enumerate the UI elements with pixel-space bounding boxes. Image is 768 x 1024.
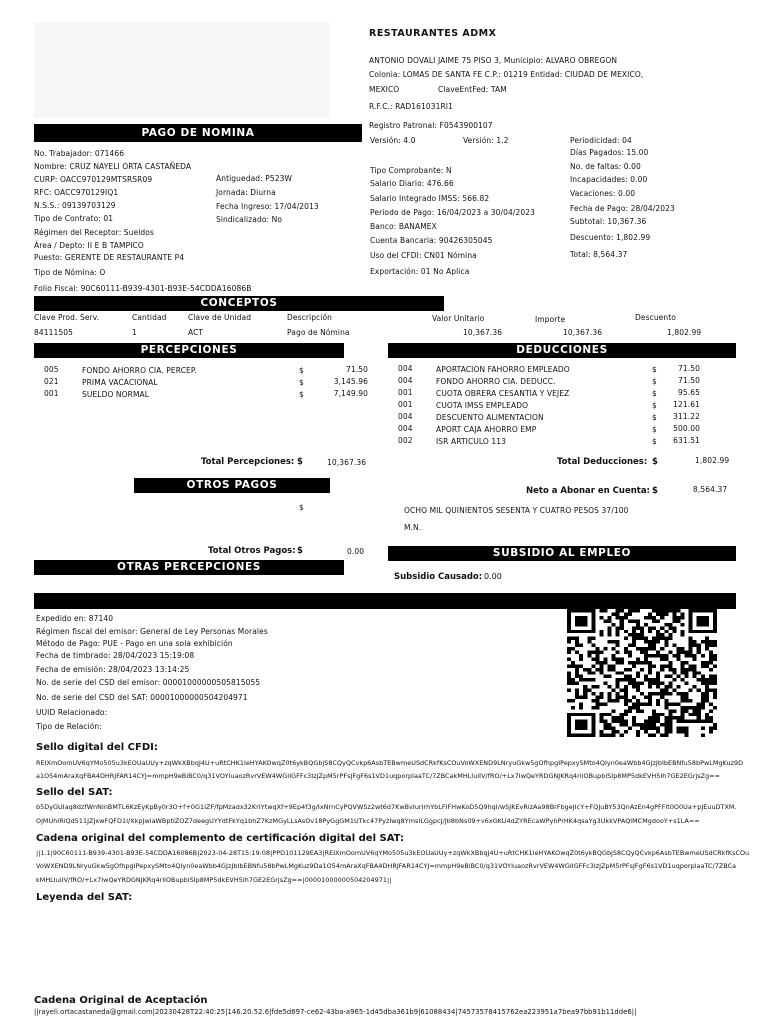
deducciones-title: DEDUCCIONES xyxy=(516,344,608,356)
concepto-cantidad: 1 xyxy=(132,328,137,337)
company-address-2: Colonia: LOMAS DE SANTA FE C.P.: 01219 Entidad: CIUDAD DE MEXICO, xyxy=(369,70,644,79)
cadena-original-line-2: VoWXEND9LNryuGkw5gOfhpgIPepxySMto4QIyn0eaWbb4GJzJbIbEBNfu58bPwLMgKuz9Da1O54mAraXqFBA4DHRJFAR14CYJ=mmpH9eBiBC0/q31VOYIuaozRvrVEW4WGIIGFFc3IzJZpM5rPFsJFgF6s1VD1uqporplaaTC/7ZBCa xyxy=(36,862,737,870)
deduccion-desc: CUOTA IMSS EMPLEADO xyxy=(436,401,529,410)
deduccion-code: 004 xyxy=(398,424,413,433)
otras-percepciones-header xyxy=(34,560,344,575)
uuid-relacionado: UUID Relacionado: xyxy=(36,708,108,717)
tipo-relacion: Tipo de Relación: xyxy=(36,722,102,731)
total-otros-cur: $ xyxy=(297,546,303,556)
cadena-original-line-3: kMHLIuiIV/fRO/+Lx7IwQeYRDGNJKRq4rliOBupbiSIp8MP5dkEVH5Ih7GE2EGrjsZg==|00001000000504204971|| xyxy=(36,876,392,884)
cadena-original-label: Cadena original del complemento de certificación digital del SAT: xyxy=(36,833,404,844)
deduccion-desc: ISR ARTICULO 113 xyxy=(436,437,506,446)
periodicidad: Periodicidad: 04 xyxy=(570,136,632,145)
leyenda-sat-label: Leyenda del SAT: xyxy=(36,892,133,903)
sello-cfdi-line-1: REIXmOomUV6qYMo505u3kEOUaUUy+zqWkXBbqJ4U+uRtCHK1IeHYAKOwqZ0t6ykBQGbjS8CQyQCvkp6AsbTEBwmeUSdCRkfKsCOuVoWXEND9LNryuGkw5gOfhpgIPepxySMto4QIyn0eaWbb4GJzJbIbEBNfu58bPwLMgKuz9D xyxy=(36,759,744,767)
deduccion-amount: 121.61 xyxy=(673,400,700,409)
concepto-valor: 10,367.36 xyxy=(463,328,503,337)
total-percepciones-cur: $ xyxy=(297,457,303,467)
subsidio-header xyxy=(388,546,736,561)
curp: CURP: OACC970129MTSRSR09 xyxy=(34,175,153,184)
sello-cfdi-line-2: a1O54mAraXqFBA4DHRJFAR14CYJ=mmpH9eBiBC0/q31VOYIuaozRvrVEW4WGIIGFFc3IzJZpM5rPFsJFgF6s1VD1uqporplaaTC/7ZBCakMHLIuiIV/fRO/+Lx7IwQeYRDGNJKRq4rliOBupbiSIp8MP5dkEVH5Ih7GE2EGrjsZg== xyxy=(36,772,721,780)
regimen-receptor: Régimen del Receptor: Sueldos xyxy=(34,228,154,237)
expedido-en: Expedido en: 87140 xyxy=(36,614,114,623)
deduccion-desc: APORTACION FAHORRO EMPLEADO xyxy=(436,365,570,374)
tipo-nomina: Tipo de Nómina: O xyxy=(34,268,106,277)
registro-patronal: Registro Patronal: F0543900107 xyxy=(369,121,493,130)
deduccion-amount: 71.50 xyxy=(678,364,700,373)
percepcion-cur: $ xyxy=(299,378,304,387)
company-rfc: R.F.C.: RAD161031RI1 xyxy=(369,102,453,111)
qr-code xyxy=(567,609,717,737)
deduccion-amount: 95.65 xyxy=(678,388,700,397)
company-address-3: MEXICO xyxy=(369,85,400,94)
percepcion-desc: PRIMA VACACIONAL xyxy=(82,378,158,387)
total-otros-label: Total Otros Pagos: xyxy=(208,546,296,556)
percepcion-code: 001 xyxy=(44,389,59,398)
area-depto: Área / Depto: II E B TAMPICO xyxy=(34,241,144,250)
deduccion-amount: 500.00 xyxy=(673,424,700,433)
periodo-pago: Periodo de Pago: 16/04/2023 a 30/04/2023 xyxy=(370,208,535,217)
nombre: Nombre: CRUZ NAYELI ORTA CASTAÑEDA xyxy=(34,162,192,171)
version-nomina: Versión: 1.2 xyxy=(463,136,509,145)
folio-fiscal: Folio Fiscal: 90C60111-B939-4301-B93E-54CDDA16086B xyxy=(34,284,252,293)
cadena-original-line-1: ||1.1|90C60111-B939-4301-B93E-54CDDA16086B|2023-04-28T15:19:08|PPD101129EA3|REIXmOomUV6qYMo505u3kEOUaUUy+zqWkXBbqJ4U+uRtCHK1IeHYAKOwqZ0t6ykBQGbjS8CQyQCvkp6AsbTEBwmeUSdCRkfKsCOu xyxy=(36,849,750,857)
company-address-1: ANTONIO DOVALI JAIME 75 PISO 3, Municipio: ALVARO OBREGON xyxy=(369,56,618,65)
fiscal-divider xyxy=(34,593,736,609)
fecha-emision: Fecha de emisión: 28/04/2023 13:14:25 xyxy=(36,665,190,674)
jornada: Jornada: Diurna xyxy=(216,188,276,197)
deduccion-amount: 631.51 xyxy=(673,436,700,445)
total-deducciones-label: Total Deducciones: xyxy=(557,457,648,467)
otros-pagos-header xyxy=(134,478,330,493)
percepcion-desc: FONDO AHORRO CIA. PERCEP. xyxy=(82,366,197,375)
deduccion-desc: DESCUENTO ALIMENTACION xyxy=(436,413,544,422)
antiguedad: Antiguedad: P523W xyxy=(216,174,293,183)
total-percepciones-value: 10,367.36 xyxy=(327,458,367,467)
company-logo xyxy=(34,22,330,118)
nss: N.S.S.: 09139703129 xyxy=(34,201,116,210)
metodo-pago: Método de Pago: PUE - Pago en una sola exhibición xyxy=(36,639,233,648)
exportacion: Exportación: 01 No Aplica xyxy=(370,267,470,276)
concepto-descripcion: Pago de Nómina xyxy=(287,328,350,337)
descuento: Descuento: 1,802.99 xyxy=(570,233,651,242)
sello-sat-line-2: OjMUhIRiQd511JZJxwFQFD1I/XkpJwlaWBptIZOZ7deegUYYdtFkYq1bhZ7KzMGyLLsAsOv18PyGgGM1UTkc47PyzIwq8YmsILGgpcJ/Jb8bNs09+v6xGKU4dZYREcaWPyhPrHK4qsaYg3UkkVPAQlMCMgdooY+s1LA== xyxy=(36,817,700,825)
col-descripcion: Descripción xyxy=(287,313,332,322)
deduccion-cur: $ xyxy=(652,425,657,434)
percepcion-code: 005 xyxy=(44,365,59,374)
cuenta-bancaria: Cuenta Bancaria: 90426305045 xyxy=(370,236,493,245)
company-name: RESTAURANTES ADMX xyxy=(369,28,497,39)
deduccion-code: 001 xyxy=(398,400,413,409)
fecha-ingreso: Fecha Ingreso: 17/04/2013 xyxy=(216,202,319,211)
no-faltas: No. de faltas: 0.00 xyxy=(570,162,641,171)
deduccion-cur: $ xyxy=(652,389,657,398)
banco: Banco: BANAMEX xyxy=(370,222,437,231)
deduccion-desc: FONDO AHORRO CIA. DEDUCC. xyxy=(436,377,556,386)
company-clave-ent: ClaveEntFed: TAM xyxy=(438,85,507,94)
deduccion-code: 002 xyxy=(398,436,413,445)
no-trabajador: No. Trabajador: 071466 xyxy=(34,149,125,158)
version-cfdi: Versión: 4.0 xyxy=(370,136,416,145)
deduccion-cur: $ xyxy=(652,377,657,386)
total-deducciones-value: 1,802.99 xyxy=(695,456,730,465)
col-cantidad: Cantidad xyxy=(132,313,167,322)
puesto: Puesto: GERENTE DE RESTAURANTE P4 xyxy=(34,253,185,262)
percepcion-desc: SUELDO NORMAL xyxy=(82,390,150,399)
percepcion-cur: $ xyxy=(299,390,304,399)
percepcion-code: 021 xyxy=(44,377,59,386)
sello-sat-label: Sello del SAT: xyxy=(36,787,113,798)
otros-pagos-title: OTROS PAGOS xyxy=(186,479,278,491)
percepcion-amount: 71.50 xyxy=(346,365,368,374)
neto-cur: $ xyxy=(652,486,658,496)
deduccion-cur: $ xyxy=(652,437,657,446)
salario-integrado: Salario Integrado IMSS: 566.82 xyxy=(370,194,490,203)
tipo-comprobante: Tipo Comprobante: N xyxy=(370,166,452,175)
serie-sat: No. de serie del CSD del SAT: 00001000000504204971 xyxy=(36,693,248,702)
col-importe: Importe xyxy=(535,315,566,324)
fecha-pago: Fecha de Pago: 28/04/2023 xyxy=(570,204,675,213)
deduccion-desc: CUOTA OBRERA CESANTIA Y VEJEZ xyxy=(436,389,570,398)
deducciones-header xyxy=(388,343,736,358)
fecha-timbrado: Fecha de timbrado: 28/04/2023 15:19:08 xyxy=(36,651,195,660)
col-clave-unidad: Clave de Unidad xyxy=(188,313,252,322)
regimen-fiscal: Régimen fiscal del emisor: General de Ley Personas Morales xyxy=(36,627,268,636)
deduccion-code: 004 xyxy=(398,364,413,373)
percepciones-title: PERCEPCIONES xyxy=(140,344,238,356)
pago-nomina-header: PAGO DE NOMINA xyxy=(34,124,362,142)
tipo-contrato: Tipo de Contrato: 01 xyxy=(34,214,114,223)
neto-value: 8,564.37 xyxy=(693,485,728,494)
col-descuento: Descuento xyxy=(635,313,676,322)
serie-emisor: No. de serie del CSD del emisor: 00001000000505815055 xyxy=(36,678,261,687)
percepcion-amount: 7,149.90 xyxy=(333,389,368,398)
total-percepciones-label: Total Percepciones: xyxy=(201,457,295,467)
deduccion-desc: APORT CAJA AHORRO EMP xyxy=(436,425,537,434)
incapacidades: Incapacidades: 0.00 xyxy=(570,175,648,184)
concepto-importe: 10,367.36 xyxy=(563,328,603,337)
cadena-aceptacion-label: Cadena Original de Aceptación xyxy=(34,995,208,1006)
conceptos-header xyxy=(34,296,444,311)
neto-letra-1: OCHO MIL QUINIENTOS SESENTA Y CUATRO PESOS 37/100 xyxy=(404,506,629,515)
deduccion-cur: $ xyxy=(652,365,657,374)
percepcion-amount: 3,145.96 xyxy=(333,377,368,386)
subsidio-label: Subsidio Causado: xyxy=(394,572,483,582)
otros-pagos-cur: $ xyxy=(299,503,304,512)
neto-label: Neto a Abonar en Cuenta: xyxy=(526,486,650,496)
sello-cfdi-label: Sello digital del CFDI: xyxy=(36,742,158,753)
subtotal: Subtotal: 10,367.36 xyxy=(570,217,647,226)
neto-letra-2: M.N. xyxy=(404,523,422,532)
deduccion-code: 001 xyxy=(398,388,413,397)
otras-percepciones-title: OTRAS PERCEPCIONES xyxy=(117,561,261,573)
cadena-aceptacion-value: ||rayeli.ortacastaneda@gmail.com|20230428T22:40:25|146.20.52.6|fde5d697-ce62-43ba-a965-1d45dba361b9|61088434|74573578415762ea223951a7bea97bb91b11dde6|| xyxy=(34,1008,637,1016)
sindicalizado: Sindicalizado: No xyxy=(216,215,283,224)
subsidio-title: SUBSIDIO AL EMPLEO xyxy=(492,547,632,559)
col-valor-unitario: Valor Unitario xyxy=(432,314,485,323)
percepcion-cur: $ xyxy=(299,366,304,375)
dias-pagados: Días Pagados: 15.00 xyxy=(570,148,649,157)
total-deducciones-cur: $ xyxy=(652,457,658,467)
employee-rfc: RFC: OACC970129IQ1 xyxy=(34,188,119,197)
total-otros-value: 0.00 xyxy=(347,547,365,556)
deduccion-code: 004 xyxy=(398,376,413,385)
total: Total: 8,564.37 xyxy=(570,250,628,259)
concepto-descuento: 1,802.99 xyxy=(667,328,702,337)
deduccion-cur: $ xyxy=(652,413,657,422)
salario-diario: Salario Diario: 476.66 xyxy=(370,179,454,188)
subsidio-value: 0.00 xyxy=(484,572,502,581)
deduccion-code: 004 xyxy=(398,412,413,421)
concepto-clave: 84111505 xyxy=(34,328,73,337)
deduccion-amount: 311.22 xyxy=(673,412,700,421)
percepciones-header xyxy=(34,343,344,358)
deduccion-amount: 71.50 xyxy=(678,376,700,385)
col-clave-prod: Clave Prod. Serv. xyxy=(34,313,100,322)
deduccion-cur: $ xyxy=(652,401,657,410)
vacaciones: Vacaciones: 0.00 xyxy=(570,189,636,198)
sello-sat-line-1: b5DyGUIaq8dzfWnNlnBMTL6KzEyKpBy0r3O+f+0G1IZF/fpMzadx32KrIYtwqXf+9Ep4f3g/IxNrnCyPQVWSz2wt6d7KwBvIurIrhYbLFIFHwKoD5Q9hqI/wSJKEvRizAa98BrFbgeJIcY+FQJuBY53QnAzEn4gPFFlt0O0Ua+pJEuuDTXM. xyxy=(36,803,737,811)
concepto-unidad: ACT xyxy=(188,328,204,337)
conceptos-title: CONCEPTOS xyxy=(200,297,278,309)
uso-cfdi: Uso del CFDI: CN01 Nómina xyxy=(370,251,477,260)
